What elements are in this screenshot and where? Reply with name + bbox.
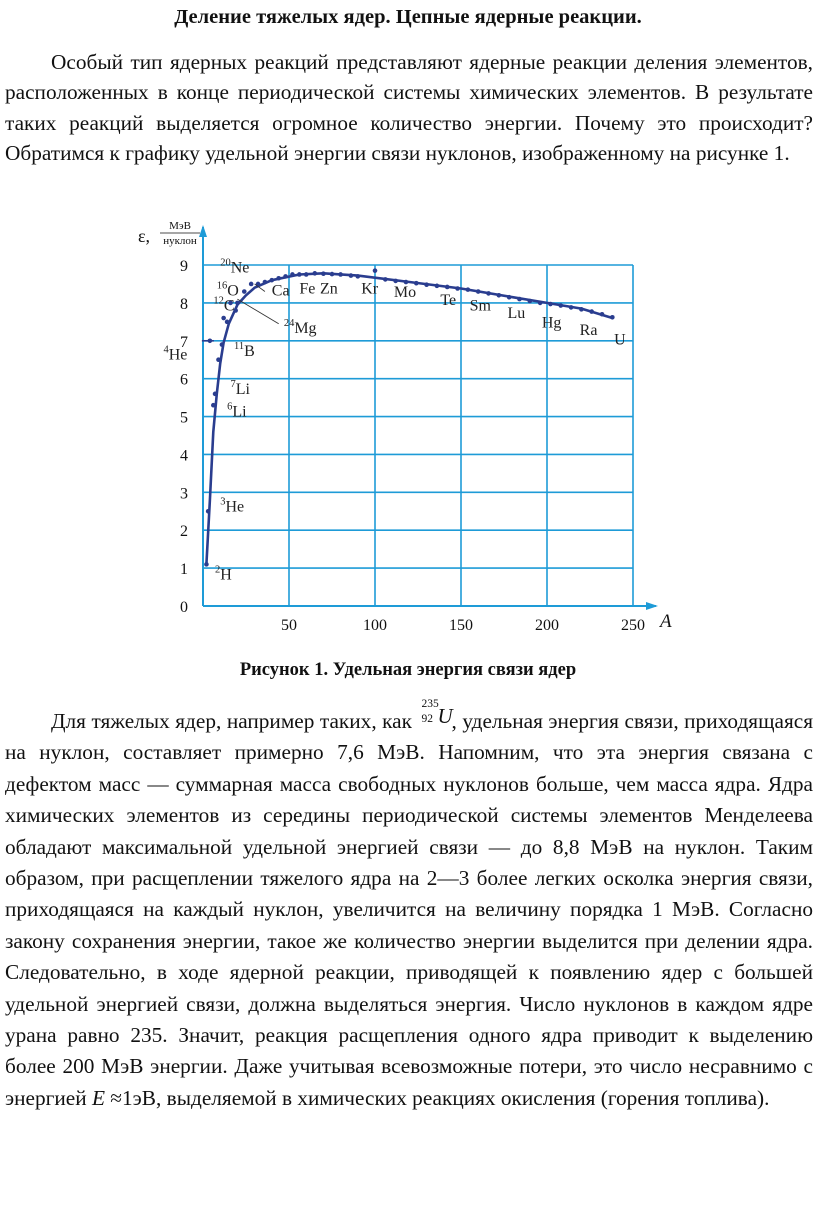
uranium-nuclide bbox=[418, 698, 453, 732]
element-label: Ca bbox=[271, 282, 290, 300]
figure-caption: Рисунок 1. Удельная энергия связи ядер bbox=[239, 660, 577, 680]
data-point bbox=[321, 271, 326, 276]
element-symbol: Ne bbox=[230, 259, 250, 277]
data-point bbox=[528, 299, 533, 304]
binding-energy-chart bbox=[120, 215, 680, 645]
element-symbol: B bbox=[244, 342, 255, 360]
element-label bbox=[220, 496, 244, 515]
element-symbol: C bbox=[223, 297, 235, 315]
data-point bbox=[276, 276, 281, 281]
element-mass-number: 11 bbox=[233, 340, 245, 352]
element-label bbox=[163, 345, 187, 364]
x-tick-label: 250 bbox=[621, 617, 645, 634]
x-tick-label: 100 bbox=[363, 617, 387, 634]
data-point bbox=[216, 357, 221, 362]
chart-labels-group bbox=[163, 258, 626, 584]
data-point bbox=[476, 289, 481, 294]
element-label: Kr bbox=[361, 280, 379, 298]
x-tick-label: 150 bbox=[449, 617, 473, 634]
data-point bbox=[330, 272, 335, 277]
element-label: Te bbox=[440, 291, 457, 309]
element-label: Fe bbox=[299, 280, 316, 298]
data-point bbox=[486, 291, 491, 296]
element-label: U bbox=[614, 331, 626, 349]
data-point bbox=[304, 272, 309, 277]
document-title: Деление тяжелых ядер. Цепные ядерные реакции. bbox=[174, 6, 642, 28]
data-point bbox=[569, 305, 574, 310]
element-label: Ra bbox=[579, 322, 598, 340]
data-point bbox=[349, 273, 354, 278]
data-point bbox=[225, 320, 230, 325]
data-point bbox=[297, 272, 302, 277]
nuclide-atomic-number: 92 bbox=[421, 713, 433, 725]
y-axis-unit-denominator: нуклон bbox=[163, 235, 197, 247]
data-point bbox=[393, 279, 398, 284]
y-tick-label: 9 bbox=[180, 258, 188, 275]
element-mass-number: 4 bbox=[163, 344, 169, 356]
energy-value: ≈1эВ bbox=[110, 1085, 156, 1110]
data-point bbox=[466, 287, 471, 292]
data-point bbox=[610, 315, 615, 320]
y-tick-label: 1 bbox=[180, 561, 188, 579]
y-tick-label: 8 bbox=[180, 295, 188, 313]
element-label: Hg bbox=[541, 314, 562, 332]
data-point bbox=[517, 297, 522, 302]
x-axis-arrow bbox=[646, 602, 658, 610]
data-point bbox=[424, 282, 429, 287]
y-tick-label: 2 bbox=[180, 523, 188, 541]
element-mass-number: 12 bbox=[213, 295, 224, 307]
data-point bbox=[589, 309, 594, 314]
data-point bbox=[338, 272, 343, 277]
data-point bbox=[600, 312, 605, 317]
chart-grid bbox=[203, 265, 633, 606]
data-point bbox=[445, 285, 450, 290]
intro-text: Особый тип ядерных реакций представляют ядерные реакции деления элементов, расположенных в конце периодической системы химических элементов. В результате таких реакций выделяется огромное количество энергии. Почему это происходит? Обратимся к графику удельной энергии связи нуклонов, изображенному на рисунке 1. bbox=[5, 50, 813, 166]
y-tick-label: 3 bbox=[180, 485, 188, 503]
element-label bbox=[231, 379, 251, 398]
y-tick-label: 4 bbox=[180, 447, 188, 465]
element-symbol: H bbox=[220, 566, 232, 584]
y-tick-label: 6 bbox=[180, 371, 188, 389]
paragraph-start: Для тяжелых ядер, например таких, как bbox=[51, 709, 412, 733]
data-point bbox=[220, 342, 225, 347]
data-point bbox=[206, 509, 211, 514]
intro-paragraph bbox=[5, 47, 813, 169]
paragraph-body: , удельная энергия связи, приходящаяся на нуклон, составляет примерно 7,6 МэВ. Напомним, что эта энергия связана с дефектом масс — суммарная масса свободных нуклонов больше, чем масса ядра. Ядра химических элементов из середины периодической системы элементов Менделеева обладают максимальной удельной энергией связи — до 8,8 МэВ на нуклон. Таким образом, при расщеплении тяжелого ядра на 2—3 более легких осколка энергия связи, приходящаяся на каждый нуклон, увеличится на величину порядка 1 МэВ. Согласно закону сохранения энергии, такое же количество энергии выделится при делении ядра. Следовательно, в ходе ядерной реакции, приводящей к появлению ядер с большей удельной энергией связи, должна выделяться энергия. Число нуклонов в каждом ядре урана равно 235. Значит, реакция расщепления одного ядра приводит к выделению более 200 МэВ энергии. Даже учитывая всевозможные потери, это число несравнимо с энергией bbox=[5, 709, 813, 1110]
y-axis-arrow bbox=[199, 225, 207, 237]
element-mass-number: 16 bbox=[216, 280, 228, 292]
data-point bbox=[290, 272, 295, 277]
data-point bbox=[213, 392, 218, 397]
y-tick-label: 5 bbox=[180, 409, 188, 427]
data-point bbox=[373, 268, 378, 273]
energy-symbol: E bbox=[91, 1085, 105, 1110]
element-symbol: Li bbox=[235, 380, 250, 398]
element-symbol: Li bbox=[232, 403, 247, 421]
element-symbol: O bbox=[227, 282, 239, 300]
data-point bbox=[263, 280, 268, 285]
data-point bbox=[221, 316, 226, 321]
element-symbol: Mg bbox=[294, 320, 317, 338]
element-label: Sm bbox=[469, 297, 491, 315]
data-point bbox=[435, 284, 440, 289]
data-point bbox=[548, 302, 553, 307]
element-label bbox=[215, 564, 232, 583]
data-point bbox=[235, 301, 240, 306]
element-mass-number: 24 bbox=[283, 318, 295, 330]
data-point bbox=[204, 562, 209, 567]
element-mass-number: 20 bbox=[220, 257, 231, 269]
paragraph-ending: , выделяемой в химических реакциях окисления (горения топлива). bbox=[155, 1085, 770, 1110]
data-point bbox=[356, 274, 361, 279]
data-point bbox=[208, 338, 213, 343]
data-point bbox=[249, 282, 254, 287]
data-point bbox=[242, 289, 247, 294]
element-label bbox=[220, 258, 249, 277]
x-tick-label: 200 bbox=[535, 617, 559, 634]
data-point bbox=[211, 403, 216, 408]
element-mass-number: 6 bbox=[227, 401, 233, 413]
data-point bbox=[497, 293, 502, 298]
y-tick-label: 0 bbox=[180, 599, 188, 616]
element-label: Lu bbox=[507, 305, 526, 323]
element-mass-number: 7 bbox=[230, 378, 236, 390]
data-point bbox=[558, 303, 563, 308]
y-axis-unit-numerator: МэВ bbox=[169, 220, 191, 232]
element-label: Zn bbox=[319, 280, 338, 298]
element-label bbox=[227, 402, 247, 421]
data-point bbox=[579, 307, 584, 312]
data-point bbox=[507, 295, 512, 300]
x-axis-label: A bbox=[660, 611, 672, 632]
chart-points-group bbox=[204, 268, 615, 566]
element-mass-number: 2 bbox=[215, 564, 221, 576]
element-symbol: He bbox=[168, 346, 188, 364]
main-paragraph bbox=[5, 698, 813, 1114]
y-tick-label: 7 bbox=[180, 333, 188, 351]
nuclide-mass-number: 235 bbox=[421, 698, 439, 710]
x-tick-label: 50 bbox=[281, 617, 297, 634]
element-label bbox=[234, 341, 255, 360]
data-point bbox=[538, 301, 543, 306]
data-point bbox=[383, 277, 388, 282]
data-point bbox=[455, 286, 460, 291]
data-point bbox=[283, 274, 288, 279]
data-point bbox=[313, 271, 318, 276]
element-mass-number: 3 bbox=[220, 496, 226, 508]
y-axis-label: ε, bbox=[138, 226, 151, 246]
element-label: Mo bbox=[393, 284, 417, 302]
nuclide-symbol: U bbox=[437, 704, 453, 728]
element-symbol: He bbox=[225, 498, 245, 516]
